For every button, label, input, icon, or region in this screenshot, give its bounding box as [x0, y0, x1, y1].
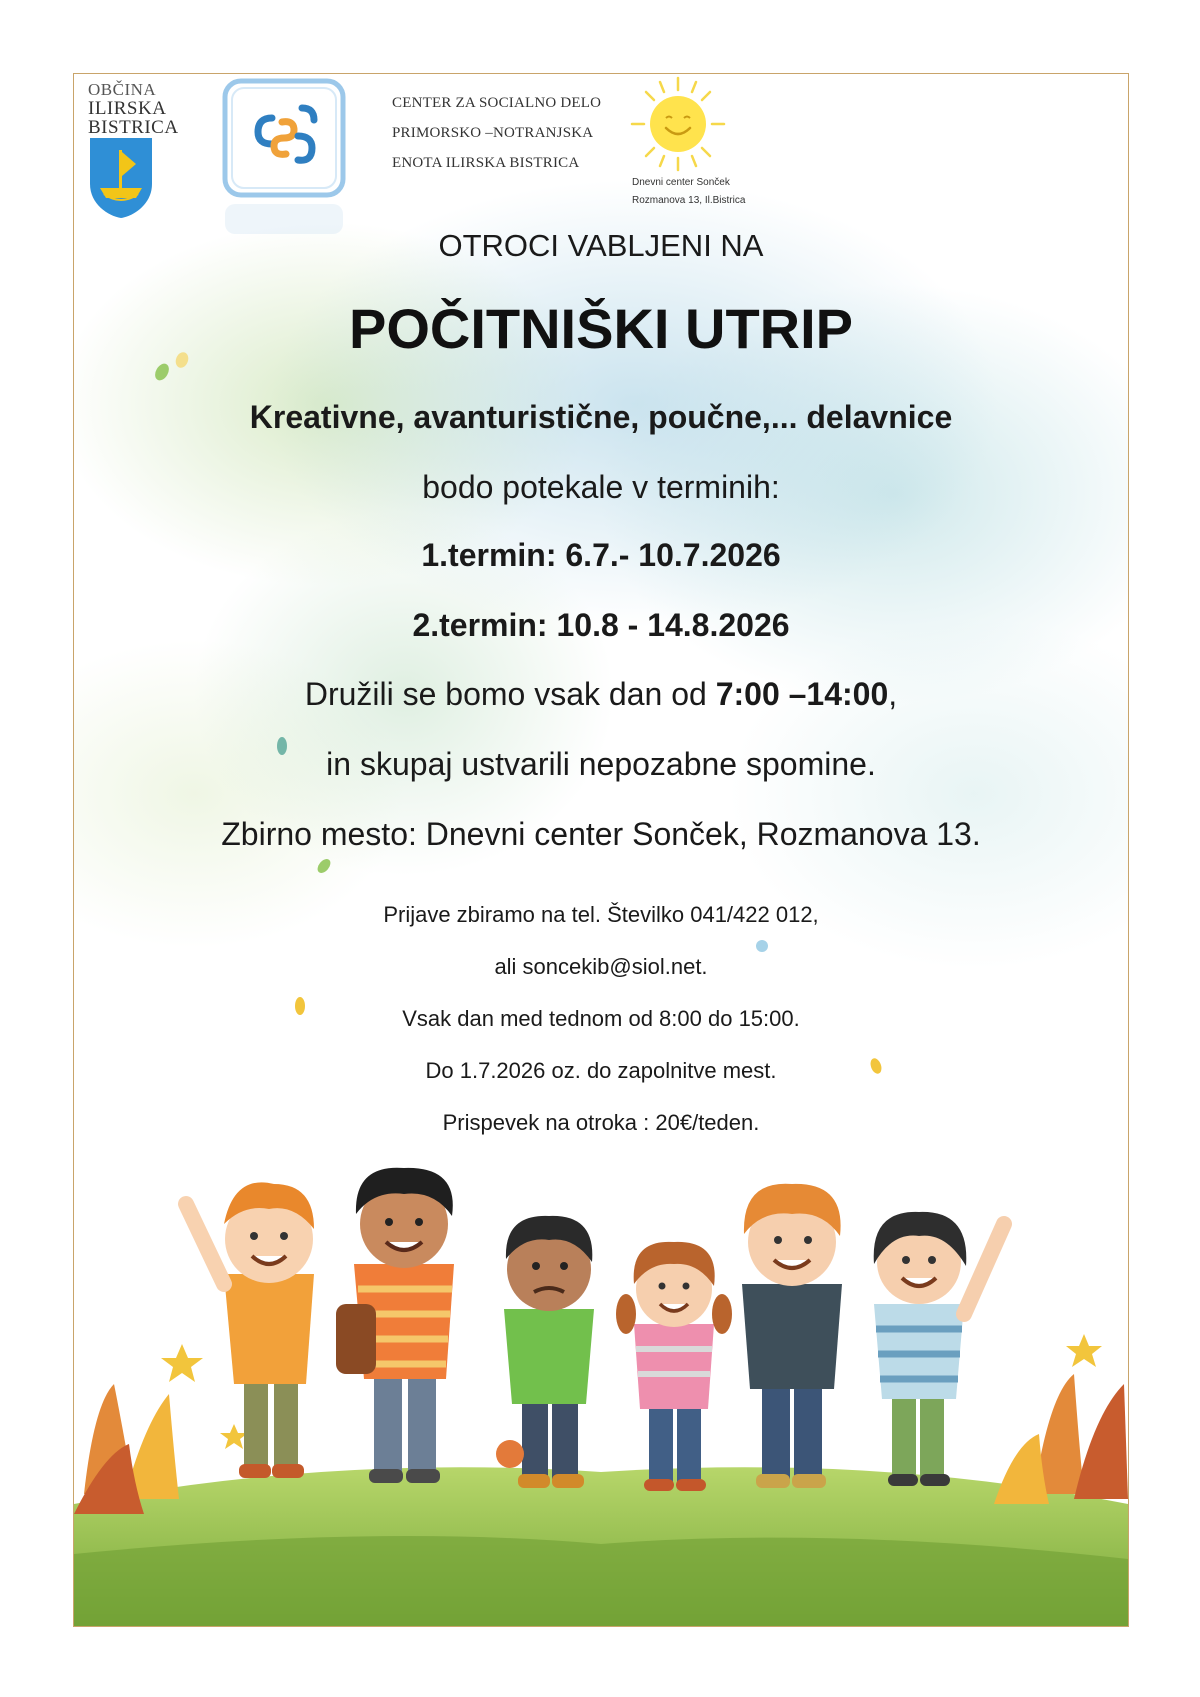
child-4 [616, 1242, 732, 1491]
leaf-icon [290, 994, 310, 1018]
csd-line2: PRIMORSKO –NOTRANJSKA [392, 125, 594, 141]
children-illustration [74, 1154, 1128, 1626]
term-2: 2.termin: 10.8 - 14.8.2026 [412, 607, 790, 643]
leaf-icon [750, 934, 774, 958]
meeting-point: Zbirno mesto: Dnevni center Sonček, Rozmanova 13. [221, 816, 981, 852]
soncek-line2: Rozmanova 13, Il.Bistrica [632, 195, 746, 206]
csd-logo-icon [222, 78, 346, 198]
hours-prefix: Družili se bomo vsak dan od [304, 676, 716, 712]
obcina-logo [88, 80, 208, 137]
leaf-icon [150, 352, 190, 392]
child-5 [742, 1184, 842, 1488]
hours-time: 7:00 –14:00 [715, 676, 889, 712]
memories-line: in skupaj ustvarili nepozabne spomine. [326, 746, 876, 782]
hours-line [74, 676, 1128, 713]
plants-right [994, 1334, 1128, 1504]
poster-title: POČITNIŠKI UTRIP [348, 297, 854, 360]
obcina-line2: ILIRSKA [88, 98, 167, 119]
registration-email: ali soncekib@siol.net. [494, 954, 708, 979]
invite-line: OTROCI VABLJENI NA [438, 228, 764, 263]
registration-deadline: Do 1.7.2026 oz. do zapolnitve mest. [425, 1058, 777, 1083]
poster [73, 73, 1129, 1627]
soncek-line1: Dnevni center Sonček [632, 177, 730, 188]
coat-of-arms-icon [88, 136, 154, 220]
obcina-line3: BISTRICA [88, 117, 179, 138]
csd-line1: CENTER ZA SOCIALNO DELO [392, 95, 602, 111]
child-2 [336, 1168, 454, 1483]
child-3 [496, 1216, 594, 1488]
registration-phone: Prijave zbiramo na tel. Številko 041/422 012, [383, 902, 819, 927]
registration-fee: Prispevek na otroka : 20€/teden. [442, 1110, 760, 1135]
child-1 [186, 1182, 314, 1478]
term-1: 1.termin: 6.7.- 10.7.2026 [421, 537, 781, 573]
child-6 [874, 1212, 1004, 1486]
sun-icon [628, 74, 728, 174]
csd-line3: ENOTA ILIRSKA BISTRICA [392, 155, 580, 171]
workshops-subtitle: Kreativne, avanturistične, poučne,... delavnice [249, 399, 953, 435]
leaf-icon [864, 1054, 888, 1078]
registration-hours: Vsak dan med tednom od 8:00 do 15:00. [402, 1006, 800, 1031]
csd-name [392, 88, 601, 178]
soncek-caption [632, 174, 745, 210]
terms-intro: bodo potekale v terminih: [422, 469, 780, 505]
obcina-line1: OBČINA [88, 80, 157, 99]
leaf-icon [314, 854, 334, 878]
leaf-icon [272, 734, 292, 758]
hours-suffix: , [888, 676, 898, 712]
